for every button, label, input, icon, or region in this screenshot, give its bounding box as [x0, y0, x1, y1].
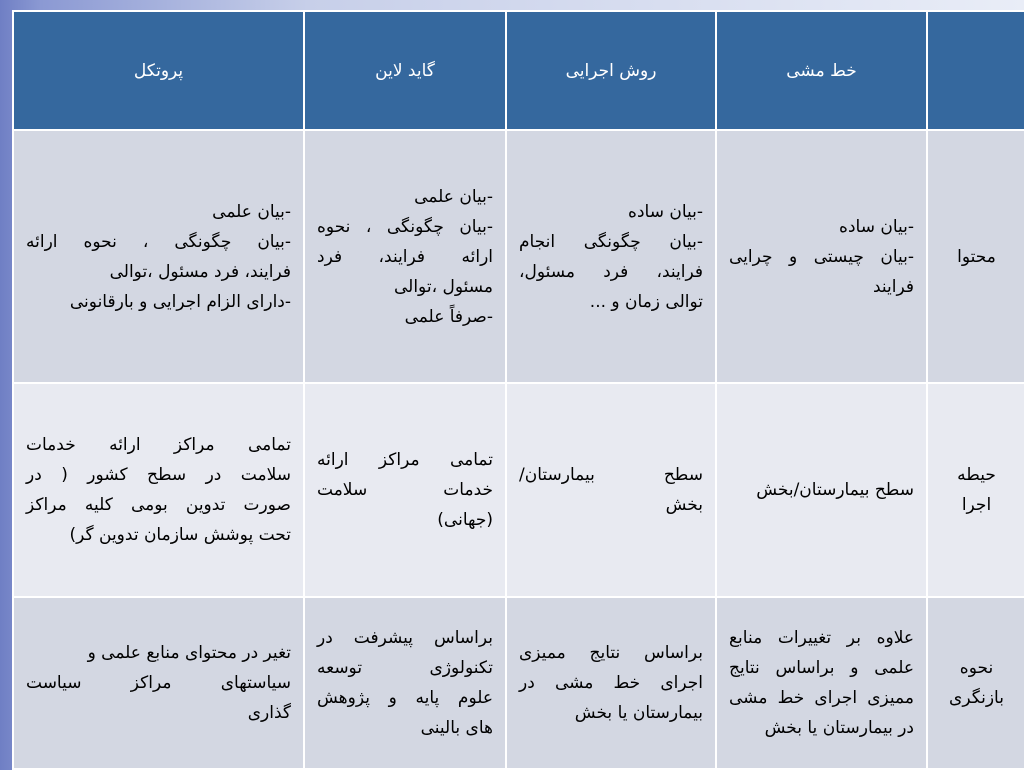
header-row: [13, 11, 1024, 130]
header-row-label: [927, 11, 1024, 130]
header-protocol: پروتکل: [13, 11, 304, 130]
cell-line: -بیان علمی: [212, 201, 291, 222]
table-row: [13, 130, 1024, 383]
cell-line: -بیان ساده: [628, 201, 703, 222]
cell-line: -دارای الزام اجرایی و بارقانونی: [69, 291, 291, 312]
cell-policy-content: [716, 130, 927, 383]
cell-line: براساس نتایج ممیزی: [519, 643, 703, 663]
cell-line: صورت تدوین بومی کلیه مراکز: [26, 495, 291, 515]
cell-protocol-revision: [13, 597, 304, 769]
cell-line: گذاری: [247, 703, 291, 723]
cell-line: اجرای خط مشی در: [519, 673, 703, 693]
cell-guideline-content: [304, 130, 506, 383]
cell-line: در بیمارستان یا بخش: [764, 718, 914, 738]
row-label-scope: [927, 383, 1024, 597]
cell-line: -بیان چگونگی ، نحوه ارائه: [26, 231, 291, 252]
cell-procedure-content: [506, 130, 716, 383]
cell-line: (جهانی): [437, 510, 493, 530]
cell-line: -صرفاً علمی: [404, 306, 493, 327]
cell-line: -بیان چگونگی ، نحوه: [317, 216, 493, 237]
header-guideline: گاید لاین: [304, 11, 506, 130]
cell-line: تمامی مراکز ارائه خدمات: [26, 435, 291, 455]
cell-protocol-scope: [13, 383, 304, 597]
cell-line: علوم پایه و پژوهش: [317, 688, 493, 708]
row-label-line: بازنگری: [949, 688, 1004, 708]
row-label-line: حیطه: [957, 465, 996, 485]
cell-policy-revision: [716, 597, 927, 769]
table-row: [13, 383, 1024, 597]
cell-guideline-scope: [304, 383, 506, 597]
cell-line: علاوه بر تغییرات منابع: [729, 628, 914, 648]
cell-line: ممیزی اجرای خط مشی: [729, 688, 914, 708]
cell-line: فرایند، فرد مسئول،: [519, 261, 703, 282]
comparison-table: [12, 10, 1024, 770]
cell-line: براساس پیشرفت در: [317, 628, 493, 648]
cell-policy-scope: [716, 383, 927, 597]
cell-line: تکنولوژی توسعه: [317, 658, 493, 678]
cell-procedure-revision: [506, 597, 716, 769]
cell-line: مسئول ،توالی: [393, 276, 493, 297]
table-row: [13, 597, 1024, 769]
cell-line: فرایند، فرد مسئول ،توالی: [109, 261, 291, 282]
cell-line: فرایند: [872, 276, 914, 297]
cell-line: سطح بیمارستان/: [519, 465, 703, 485]
cell-line: ارائه فرایند، فرد: [317, 246, 493, 267]
row-label-line: اجرا: [961, 495, 992, 515]
cell-line: خدمات سلامت: [317, 480, 493, 500]
cell-line: سیاستهای مراکز سیاست: [26, 673, 291, 693]
cell-line: علمی و براساس نتایج: [729, 658, 914, 678]
cell-line: -بیان چگونگی انجام: [519, 231, 703, 252]
cell-line: های بالینی: [420, 718, 493, 738]
cell-protocol-content: [13, 130, 304, 383]
row-label-line: نحوه: [959, 658, 994, 678]
cell-line: بخش: [665, 495, 703, 515]
cell-line: توالی زمان و ...: [589, 291, 703, 312]
cell-line: سلامت در سطح کشور ( در: [26, 465, 291, 485]
row-label-line: محتوا: [957, 246, 996, 267]
cell-line: بیمارستان یا بخش: [574, 703, 703, 723]
cell-procedure-scope: [506, 383, 716, 597]
cell-line: تغیر در محتوای منابع علمی و: [87, 643, 291, 663]
row-label-revision: [927, 597, 1024, 769]
cell-line: تحت پوشش سازمان تدوین گر): [69, 525, 291, 545]
cell-line: سطح بیمارستان/بخش: [756, 480, 914, 500]
cell-line: -بیان چیستی و چرایی: [729, 246, 914, 267]
header-procedure: روش اجرایی: [506, 11, 716, 130]
cell-line: تمامی مراکز ارائه: [317, 450, 493, 470]
cell-guideline-revision: [304, 597, 506, 769]
header-policy: خط مشی: [716, 11, 927, 130]
cell-line: -بیان علمی: [414, 186, 493, 207]
cell-line: -بیان ساده: [839, 216, 914, 237]
row-label-content: [927, 130, 1024, 383]
